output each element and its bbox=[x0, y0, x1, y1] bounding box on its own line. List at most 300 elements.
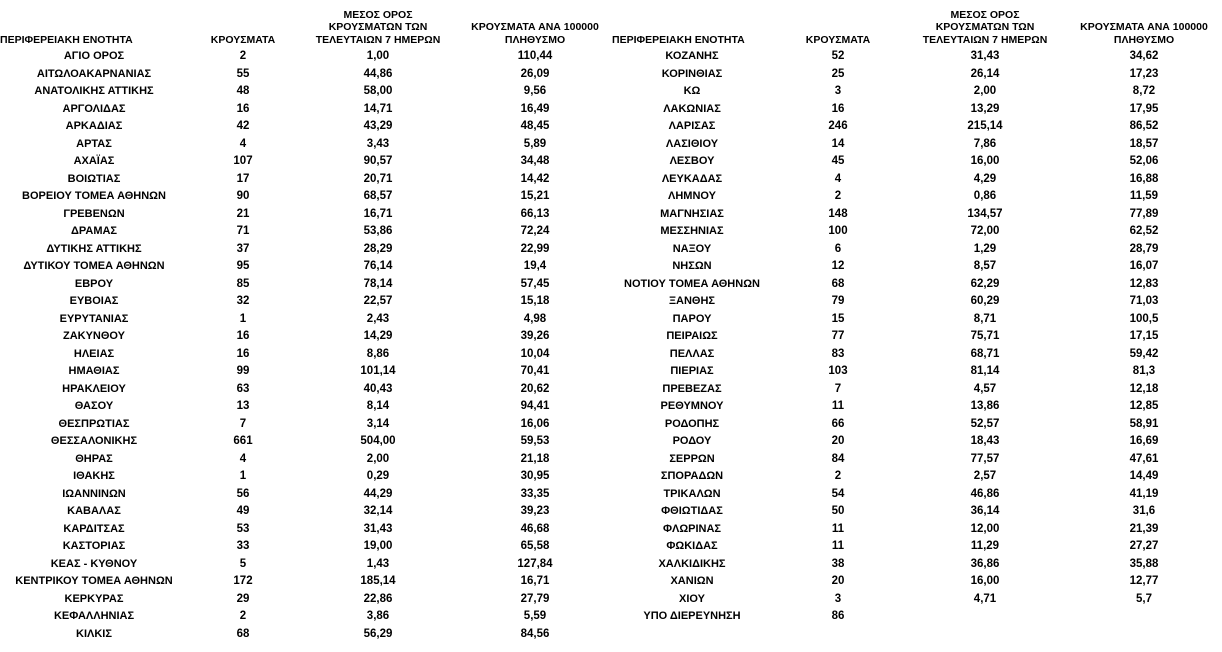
region-cell: ΔΥΤΙΚΗΣ ΑΤΤΙΚΗΣ bbox=[46, 242, 142, 255]
region-cell: ΚΟΖΑΝΗΣ bbox=[665, 50, 719, 62]
cases-cell: 11 bbox=[831, 400, 845, 412]
cases-cell: 16 bbox=[236, 347, 250, 360]
region-cell: ΣΕΡΡΩΝ bbox=[669, 452, 715, 465]
cases-cell: 95 bbox=[236, 260, 250, 272]
cases-column-header: ΚΡΟΥΣΜΑΤΑ bbox=[805, 33, 871, 46]
region-cell: ΑΡΤΑΣ bbox=[76, 137, 112, 150]
table-row bbox=[612, 346, 1222, 364]
avg7-cell: 11,29 bbox=[970, 540, 1000, 552]
table-row bbox=[0, 206, 612, 224]
avg7-cell: 4,57 bbox=[973, 382, 997, 395]
avg7-cell bbox=[904, 608, 1066, 626]
cases-cell: 37 bbox=[236, 242, 250, 255]
per100k-cell: 41,19 bbox=[1129, 487, 1159, 500]
avg7-cell: 13,86 bbox=[970, 400, 1000, 412]
cases-cell: 77 bbox=[831, 330, 845, 342]
table-row bbox=[612, 556, 1222, 574]
per100k-cell: 16,06 bbox=[520, 417, 550, 430]
per100k-cell: 12,77 bbox=[1129, 575, 1159, 587]
per100k-cell: 19,4 bbox=[523, 260, 547, 272]
per100k-cell: 127,84 bbox=[517, 557, 553, 570]
region-cell: ΛΑΣΙΘΙΟΥ bbox=[665, 137, 719, 150]
region-cell: ΚΑΒΑΛΑΣ bbox=[67, 505, 121, 517]
table-row bbox=[612, 153, 1222, 171]
cases-cell: 63 bbox=[236, 382, 250, 395]
table-row bbox=[0, 66, 612, 84]
cases-cell: 15 bbox=[831, 312, 845, 325]
avg7-cell: 14,71 bbox=[363, 102, 393, 115]
region-cell: ΚΕΑΣ - ΚΥΘΝΟΥ bbox=[50, 557, 138, 570]
per100k-cell: 12,85 bbox=[1129, 400, 1159, 412]
region-cell: ΙΩΑΝΝΙΝΩΝ bbox=[62, 487, 126, 500]
table-row bbox=[0, 171, 612, 189]
avg7-cell: 53,86 bbox=[363, 225, 393, 237]
table-row bbox=[612, 66, 1222, 84]
table-row bbox=[612, 433, 1222, 451]
cases-cell: 14 bbox=[831, 137, 845, 150]
per100k-cell: 16,07 bbox=[1129, 260, 1159, 272]
table-row bbox=[612, 381, 1222, 399]
cases-cell: 7 bbox=[239, 417, 247, 430]
per100k-cell: 12,83 bbox=[1129, 277, 1159, 290]
table-row bbox=[612, 591, 1222, 609]
region-cell: ΣΠΟΡΑΔΩΝ bbox=[660, 470, 724, 482]
cases-cell: 246 bbox=[828, 120, 848, 132]
cases-cell: 13 bbox=[236, 400, 250, 412]
per100k-cell: 34,62 bbox=[1129, 50, 1159, 62]
per100k-cell: 16,88 bbox=[1129, 172, 1159, 185]
cases-cell: 79 bbox=[831, 295, 845, 307]
table-row bbox=[612, 83, 1222, 101]
region-cell: ΛΕΥΚΑΔΑΣ bbox=[661, 172, 723, 185]
table-row bbox=[0, 311, 612, 329]
table-row bbox=[0, 118, 612, 136]
per100k-cell: 16,71 bbox=[520, 575, 550, 587]
avg7-cell: 22,57 bbox=[363, 295, 393, 307]
per100k-cell: 5,89 bbox=[523, 137, 547, 150]
table-row bbox=[0, 223, 612, 241]
per100k-cell: 100,5 bbox=[1129, 312, 1159, 325]
region-cell: ΑΡΓΟΛΙΔΑΣ bbox=[62, 102, 126, 115]
avg7-cell: 31,43 bbox=[970, 50, 1000, 62]
per100k-cell: 20,62 bbox=[520, 382, 550, 395]
cases-cell: 84 bbox=[831, 452, 845, 465]
cases-cell: 17 bbox=[236, 172, 250, 185]
per100k-cell: 16,49 bbox=[520, 102, 550, 115]
per100k-cell: 70,41 bbox=[520, 365, 550, 377]
region-cell: ΕΥΒΟΙΑΣ bbox=[69, 295, 119, 307]
cases-cell: 54 bbox=[831, 487, 845, 500]
table-row bbox=[612, 538, 1222, 556]
region-cell: ΧΙΟΥ bbox=[679, 592, 705, 605]
avg7-cell: 2,43 bbox=[366, 312, 390, 325]
cases-cell: 2 bbox=[834, 470, 842, 482]
region-cell: ΝΑΞΟΥ bbox=[672, 242, 712, 255]
cases-column-header: ΚΡΟΥΣΜΑΤΑ bbox=[210, 33, 276, 46]
region-cell: ΗΛΕΙΑΣ bbox=[73, 347, 115, 360]
cases-cell: 1 bbox=[239, 312, 247, 325]
avg7-cell: 12,00 bbox=[970, 522, 1000, 535]
per100k-cell: 27,27 bbox=[1129, 540, 1159, 552]
cases-cell: 32 bbox=[236, 295, 250, 307]
table-row bbox=[612, 328, 1222, 346]
avg7-cell: 31,43 bbox=[363, 522, 393, 535]
cases-cell: 56 bbox=[236, 487, 250, 500]
cases-cell: 71 bbox=[236, 225, 250, 237]
avg7-cell: 81,14 bbox=[970, 365, 1000, 377]
avg7-cell: 8,57 bbox=[973, 260, 997, 272]
avg7-cell: 8,86 bbox=[366, 347, 390, 360]
region-cell: ΠΕΙΡΑΙΩΣ bbox=[666, 330, 718, 342]
region-cell: ΑΝΑΤΟΛΙΚΗΣ ΑΤΤΙΚΗΣ bbox=[34, 85, 154, 97]
table-row bbox=[0, 188, 612, 206]
per100k-cell: 57,45 bbox=[520, 277, 550, 290]
avg7-cell: 22,86 bbox=[363, 592, 393, 605]
per100k-cell: 65,58 bbox=[520, 540, 550, 552]
per100k-cell: 62,52 bbox=[1129, 225, 1159, 237]
table-row bbox=[612, 486, 1222, 504]
region-cell: ΡΟΔΟΥ bbox=[672, 435, 712, 447]
cases-cell: 4 bbox=[239, 137, 247, 150]
table-body-left bbox=[0, 48, 612, 643]
cases-cell: 83 bbox=[831, 347, 845, 360]
cases-cell: 16 bbox=[831, 102, 845, 115]
table-row bbox=[0, 538, 612, 556]
cases-cell: 29 bbox=[236, 592, 250, 605]
per100k-cell: 12,18 bbox=[1129, 382, 1159, 395]
per100k-cell: 10,04 bbox=[520, 347, 550, 360]
avg7-cell: 13,29 bbox=[970, 102, 1000, 115]
per100k-cell: 39,23 bbox=[520, 505, 550, 517]
avg7-cell: 215,14 bbox=[967, 120, 1003, 132]
right-table-panel bbox=[612, 0, 1222, 626]
per100k-cell: 27,79 bbox=[520, 592, 550, 605]
table-row bbox=[612, 276, 1222, 294]
region-cell: ΚΩ bbox=[683, 85, 701, 97]
region-cell: ΚΕΦΑΛΛΗΝΙΑΣ bbox=[53, 610, 135, 622]
cases-cell: 49 bbox=[236, 505, 250, 517]
per100k-cell: 31,6 bbox=[1132, 505, 1156, 517]
cases-cell: 11 bbox=[831, 540, 845, 552]
cases-cell: 7 bbox=[834, 382, 842, 395]
cases-table-right bbox=[612, 0, 1222, 626]
per100k-cell: 9,56 bbox=[523, 85, 547, 97]
region-cell: ΜΑΓΝΗΣΙΑΣ bbox=[660, 207, 724, 220]
table-row bbox=[0, 556, 612, 574]
table-row bbox=[612, 451, 1222, 469]
per100k-cell: 16,69 bbox=[1129, 435, 1159, 447]
table-row bbox=[612, 223, 1222, 241]
table-row bbox=[0, 608, 612, 626]
table-row bbox=[612, 136, 1222, 154]
cases-cell: 99 bbox=[236, 365, 250, 377]
avg7-cell: 76,14 bbox=[363, 260, 393, 272]
region-cell: ΙΘΑΚΗΣ bbox=[73, 470, 115, 482]
region-cell: ΛΗΜΝΟΥ bbox=[668, 190, 716, 202]
cases-cell: 53 bbox=[236, 522, 250, 535]
table-row bbox=[0, 381, 612, 399]
per100k-cell: 17,95 bbox=[1129, 102, 1159, 115]
table-row bbox=[0, 521, 612, 539]
avg7-cell: 16,00 bbox=[970, 575, 1000, 587]
avg7-cell: 44,86 bbox=[363, 67, 393, 80]
region-cell: ΠΙΕΡΙΑΣ bbox=[670, 365, 714, 377]
avg7-cell: 3,43 bbox=[366, 137, 390, 150]
per100k-cell: 17,23 bbox=[1129, 67, 1159, 80]
region-cell: ΚΑΣΤΟΡΙΑΣ bbox=[62, 540, 126, 552]
table-row bbox=[0, 101, 612, 119]
region-cell: ΚΙΛΚΙΣ bbox=[76, 627, 112, 640]
table-row bbox=[612, 188, 1222, 206]
avg7-cell: 78,14 bbox=[363, 277, 393, 290]
per100k-cell: 59,42 bbox=[1129, 347, 1159, 360]
avg7-cell: 0,29 bbox=[366, 470, 390, 482]
avg7-cell: 1,43 bbox=[366, 557, 390, 570]
avg7-column-header: ΜΕΣΟΣ ΟΡΟΣ ΚΡΟΥΣΜΑΤΩΝ ΤΩΝ ΤΕΛΕΥΤΑΙΩΝ 7 ΗΜΕΡΩΝ bbox=[922, 8, 1048, 46]
cases-cell: 48 bbox=[236, 85, 250, 97]
avg7-cell: 44,29 bbox=[363, 487, 393, 500]
table-row bbox=[0, 451, 612, 469]
region-cell: ΠΕΛΛΑΣ bbox=[669, 347, 715, 360]
table-row bbox=[612, 258, 1222, 276]
per100k-cell: 66,13 bbox=[520, 207, 550, 220]
region-cell: ΜΕΣΣΗΝΙΑΣ bbox=[660, 225, 724, 237]
table-row bbox=[612, 241, 1222, 259]
region-cell: ΑΡΚΑΔΙΑΣ bbox=[65, 120, 123, 132]
header-row bbox=[0, 0, 612, 48]
cases-cell: 33 bbox=[236, 540, 250, 552]
avg7-cell: 72,00 bbox=[970, 225, 1000, 237]
cases-cell: 66 bbox=[831, 417, 845, 430]
table-row bbox=[0, 293, 612, 311]
per100k-cell: 26,09 bbox=[520, 67, 550, 80]
avg7-cell: 19,00 bbox=[363, 540, 393, 552]
avg7-cell: 60,29 bbox=[970, 295, 1000, 307]
region-cell: ΡΕΘΥΜΝΟΥ bbox=[660, 400, 724, 412]
table-row bbox=[612, 311, 1222, 329]
cases-cell: 68 bbox=[236, 627, 250, 640]
left-table-panel bbox=[0, 0, 612, 643]
region-cell: ΚΑΡΔΙΤΣΑΣ bbox=[63, 522, 125, 535]
region-column-header: ΠΕΡΙΦΕΡΕΙΑΚΗ ΕΝΟΤΗΤΑ bbox=[612, 33, 745, 46]
per100k-cell: 34,48 bbox=[520, 155, 550, 167]
avg7-cell: 4,29 bbox=[973, 172, 997, 185]
per100k-cell: 22,99 bbox=[520, 242, 550, 255]
per100k-cell: 47,61 bbox=[1129, 452, 1159, 465]
avg7-cell: 40,43 bbox=[363, 382, 393, 395]
region-cell: ΑΧΑΪΑΣ bbox=[73, 155, 115, 167]
per100k-cell: 52,06 bbox=[1129, 155, 1159, 167]
table-row bbox=[0, 433, 612, 451]
avg7-cell: 101,14 bbox=[360, 365, 396, 377]
per100k-cell: 77,89 bbox=[1129, 207, 1159, 220]
table-row bbox=[612, 608, 1222, 626]
cases-cell: 6 bbox=[834, 242, 842, 255]
avg7-cell: 2,00 bbox=[973, 85, 997, 97]
table-row bbox=[0, 398, 612, 416]
table-row bbox=[0, 328, 612, 346]
per100k-cell: 8,72 bbox=[1132, 85, 1156, 97]
per100k-cell: 46,68 bbox=[520, 522, 550, 535]
cases-cell: 3 bbox=[834, 592, 842, 605]
region-cell: ΔΥΤΙΚΟΥ ΤΟΜΕΑ ΑΘΗΝΩΝ bbox=[23, 260, 165, 272]
avg7-cell: 46,86 bbox=[970, 487, 1000, 500]
cases-cell: 50 bbox=[831, 505, 845, 517]
region-cell: ΦΘΙΩΤΙΔΑΣ bbox=[661, 505, 723, 517]
avg7-column-header: ΜΕΣΟΣ ΟΡΟΣ ΚΡΟΥΣΜΑΤΩΝ ΤΩΝ ΤΕΛΕΥΤΑΙΩΝ 7 ΗΜΕΡΩΝ bbox=[315, 8, 441, 46]
table-body-right bbox=[612, 48, 1222, 626]
cases-cell: 2 bbox=[834, 190, 842, 202]
table-row bbox=[612, 521, 1222, 539]
region-cell: ΝΟΤΙΟΥ ΤΟΜΕΑ ΑΘΗΝΩΝ bbox=[624, 277, 760, 290]
cases-cell: 45 bbox=[831, 155, 845, 167]
cases-cell: 85 bbox=[236, 277, 250, 290]
region-cell: ΚΟΡΙΝΘΙΑΣ bbox=[661, 67, 723, 80]
cases-cell: 20 bbox=[831, 575, 845, 587]
per100k-cell: 21,18 bbox=[520, 452, 550, 465]
per100k-cell: 86,52 bbox=[1129, 120, 1159, 132]
cases-cell: 5 bbox=[239, 557, 247, 570]
region-cell: ΦΛΩΡΙΝΑΣ bbox=[662, 522, 722, 535]
per100k-cell: 59,53 bbox=[520, 435, 550, 447]
per100k-cell: 14,49 bbox=[1129, 470, 1159, 482]
table-row bbox=[0, 153, 612, 171]
avg7-cell: 16,71 bbox=[363, 207, 393, 220]
avg7-cell: 18,43 bbox=[970, 435, 1000, 447]
per100k-cell: 18,57 bbox=[1129, 137, 1159, 150]
region-cell: ΗΡΑΚΛΕΙΟΥ bbox=[62, 382, 126, 395]
avg7-cell: 26,14 bbox=[970, 67, 1000, 80]
avg7-cell: 32,14 bbox=[363, 505, 393, 517]
per100k-cell bbox=[1066, 608, 1222, 626]
region-cell: ΠΑΡΟΥ bbox=[672, 312, 712, 325]
region-cell: ΓΡΕΒΕΝΩΝ bbox=[63, 207, 125, 220]
cases-cell: 20 bbox=[831, 435, 845, 447]
region-cell: ΒΟΙΩΤΙΑΣ bbox=[67, 172, 121, 185]
cases-cell: 172 bbox=[233, 575, 253, 587]
avg7-cell: 52,57 bbox=[970, 417, 1000, 430]
per100k-cell: 15,18 bbox=[520, 295, 550, 307]
cases-cell: 16 bbox=[236, 330, 250, 342]
table-row bbox=[0, 468, 612, 486]
cases-cell: 52 bbox=[831, 50, 845, 62]
avg7-cell: 16,00 bbox=[970, 155, 1000, 167]
avg7-cell: 28,29 bbox=[363, 242, 393, 255]
avg7-cell: 68,71 bbox=[970, 347, 1000, 360]
per100k-cell: 28,79 bbox=[1129, 242, 1159, 255]
region-cell: ΦΩΚΙΔΑΣ bbox=[666, 540, 718, 552]
cases-cell: 100 bbox=[828, 225, 848, 237]
avg7-cell: 2,00 bbox=[366, 452, 390, 465]
table-row bbox=[0, 626, 612, 644]
cases-cell: 25 bbox=[831, 67, 845, 80]
cases-cell: 148 bbox=[828, 207, 848, 220]
region-cell: ΛΑΡΙΣΑΣ bbox=[668, 120, 716, 132]
region-cell: ΡΟΔΟΠΗΣ bbox=[664, 417, 720, 430]
per100k-cell: 81,3 bbox=[1132, 365, 1156, 377]
cases-cell: 55 bbox=[236, 67, 250, 80]
avg7-cell: 56,29 bbox=[363, 627, 393, 640]
avg7-cell: 36,86 bbox=[970, 557, 1000, 570]
region-cell: ΞΑΝΘΗΣ bbox=[668, 295, 716, 307]
per100k-cell: 30,95 bbox=[520, 470, 550, 482]
region-cell: ΠΡΕΒΕΖΑΣ bbox=[662, 382, 722, 395]
cases-cell: 107 bbox=[233, 155, 253, 167]
table-row bbox=[0, 241, 612, 259]
table-row bbox=[612, 363, 1222, 381]
per100k-cell: 14,42 bbox=[520, 172, 550, 185]
avg7-cell: 36,14 bbox=[970, 505, 1000, 517]
region-cell: ΧΑΛΚΙΔΙΚΗΣ bbox=[658, 557, 726, 570]
table-row bbox=[0, 591, 612, 609]
cases-cell: 12 bbox=[831, 260, 845, 272]
avg7-cell: 185,14 bbox=[360, 575, 396, 587]
region-cell: ΘΑΣΟΥ bbox=[74, 400, 114, 412]
region-cell: ΝΗΣΩΝ bbox=[672, 260, 712, 272]
cases-cell: 16 bbox=[236, 102, 250, 115]
per100k-cell: 17,15 bbox=[1129, 330, 1159, 342]
cases-cell: 11 bbox=[831, 522, 845, 535]
table-row bbox=[0, 346, 612, 364]
table-row bbox=[0, 83, 612, 101]
avg7-cell: 504,00 bbox=[360, 435, 396, 447]
per100k-cell: 5,59 bbox=[523, 610, 547, 622]
avg7-cell: 2,57 bbox=[973, 470, 997, 482]
region-cell: ΧΑΝΙΩΝ bbox=[670, 575, 714, 587]
region-cell: ΛΕΣΒΟΥ bbox=[669, 155, 715, 167]
avg7-cell: 3,14 bbox=[366, 417, 390, 430]
avg7-cell: 62,29 bbox=[970, 277, 1000, 290]
region-cell: ΗΜΑΘΙΑΣ bbox=[68, 365, 120, 377]
per100k-cell: 39,26 bbox=[520, 330, 550, 342]
per100k-column-header: ΚΡΟΥΣΜΑΤΑ ΑΝΑ 100000 ΠΛΗΘΥΣΜΟ bbox=[1080, 21, 1208, 46]
table-row bbox=[612, 503, 1222, 521]
region-cell: ΥΠΟ ΔΙΕΡΕΥΝΗΣΗ bbox=[643, 610, 741, 622]
per100k-cell: 72,24 bbox=[520, 225, 550, 237]
region-cell: ΑΙΤΩΛΟΑΚΑΡΝΑΝΙΑΣ bbox=[36, 67, 152, 80]
table-row bbox=[612, 416, 1222, 434]
cases-cell: 86 bbox=[831, 610, 845, 622]
table-row bbox=[612, 206, 1222, 224]
table-row bbox=[0, 136, 612, 154]
cases-table-left bbox=[0, 0, 612, 643]
cases-cell: 2 bbox=[239, 50, 247, 62]
avg7-cell: 0,86 bbox=[973, 190, 997, 202]
per100k-cell: 48,45 bbox=[520, 120, 550, 132]
avg7-cell: 1,29 bbox=[973, 242, 997, 255]
cases-cell: 90 bbox=[236, 190, 250, 202]
region-cell: ΚΕΝΤΡΙΚΟΥ ΤΟΜΕΑ ΑΘΗΝΩΝ bbox=[15, 575, 173, 587]
avg7-cell: 14,29 bbox=[363, 330, 393, 342]
table-row bbox=[612, 398, 1222, 416]
table-row bbox=[0, 503, 612, 521]
table-row bbox=[612, 468, 1222, 486]
per100k-cell: 5,7 bbox=[1136, 592, 1152, 605]
per100k-cell: 33,35 bbox=[520, 487, 550, 500]
avg7-cell: 75,71 bbox=[970, 330, 1000, 342]
region-column-header: ΠΕΡΙΦΕΡΕΙΑΚΗ ΕΝΟΤΗΤΑ bbox=[0, 33, 133, 46]
avg7-cell: 8,71 bbox=[973, 312, 997, 325]
per100k-cell: 58,91 bbox=[1129, 417, 1159, 430]
region-cell: ΘΗΡΑΣ bbox=[75, 452, 113, 465]
region-cell: ΘΕΣΣΑΛΟΝΙΚΗΣ bbox=[50, 435, 138, 447]
avg7-cell: 68,57 bbox=[363, 190, 393, 202]
avg7-cell: 20,71 bbox=[363, 172, 393, 185]
cases-cell: 3 bbox=[834, 85, 842, 97]
avg7-cell: 8,14 bbox=[366, 400, 390, 412]
per100k-cell: 110,44 bbox=[517, 50, 553, 62]
table-row bbox=[612, 48, 1222, 66]
